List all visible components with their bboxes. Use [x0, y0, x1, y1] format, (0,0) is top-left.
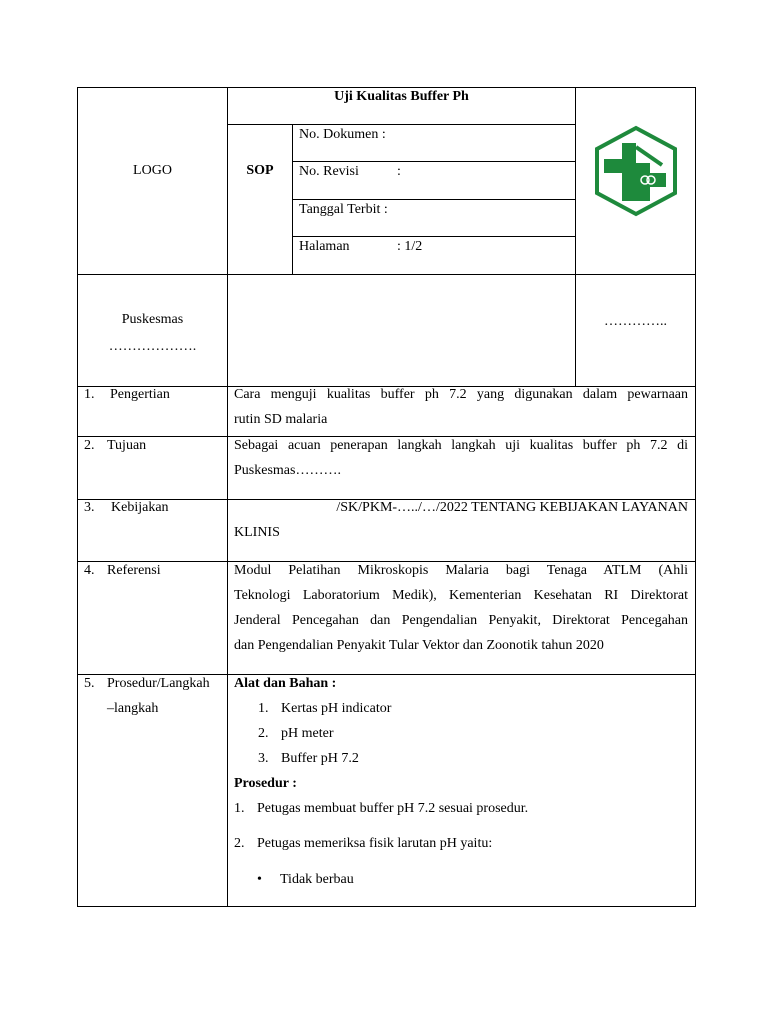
section-label-prosedur: [84, 675, 210, 693]
section-label-tujuan: [84, 437, 147, 455]
tool-num: 3.: [258, 751, 269, 766]
section-num: 3.: [84, 500, 95, 515]
document-title: Uji Kualitas Buffer Ph: [334, 89, 469, 104]
section-content-kebijakan: [234, 495, 688, 545]
text-line: rutin SD malaria: [234, 412, 328, 427]
section-label: Tujuan: [107, 438, 147, 453]
section-label: Prosedur/Langkah: [107, 676, 210, 691]
text-line: /SK/PKM-…../…/2022 TENTANG KEBIJAKAN LAYANAN: [336, 500, 688, 515]
section-label: Kebijakan: [111, 500, 169, 515]
section-label-prosedur-line2: –langkah: [107, 701, 159, 716]
procedure-heading: Prosedur :: [234, 776, 297, 791]
section-label: Pengertian: [110, 387, 170, 402]
field-label: No. Dokumen :: [299, 127, 386, 142]
section-content-referensi: [234, 558, 688, 658]
step-num: 1.: [234, 801, 245, 816]
section-label-referensi: [84, 562, 161, 580]
text-line: Cara menguji kualitas buffer ph 7.2 yang digunakan dalam pewarnaan: [234, 387, 688, 402]
section-num: 4.: [84, 563, 95, 578]
section-num: 2.: [84, 438, 95, 453]
section-label: Referensi: [107, 563, 161, 578]
section-label-pengertian: [84, 386, 170, 404]
section-num: 5.: [84, 676, 95, 691]
tool-item: [258, 750, 359, 768]
table-border-left: [77, 87, 78, 907]
step-text: Petugas memeriksa fisik larutan pH yaitu:: [257, 836, 493, 851]
tool-item: [258, 700, 392, 718]
field-label: Halaman: [299, 239, 350, 254]
tool-text: pH meter: [281, 726, 334, 741]
text-line: Puskesmas……….: [234, 463, 341, 478]
tool-item: [258, 725, 334, 743]
puskesmas-dots: ……………….: [108, 339, 197, 354]
section-label-kebijakan: [84, 499, 169, 517]
text-line: dan Pengendalian Penyakit Tular Vektor dan Zoonotik tahun 2020: [234, 638, 604, 653]
bullet-text: Tidak berbau: [280, 872, 354, 887]
column-divider: [227, 87, 228, 907]
section-content-tujuan: [234, 433, 688, 483]
logo-placeholder: LOGO: [133, 163, 172, 178]
sop-label: SOP: [246, 163, 274, 178]
table-border-right: [695, 87, 696, 907]
bullet-icon: •: [257, 872, 262, 887]
text-line: Sebagai acuan penerapan langkah langkah uji kualitas buffer ph 7.2 di: [234, 438, 688, 453]
bullet-item: [257, 871, 354, 889]
text-line: Jenderal Pencegahan dan Pengendalian Penyakit, Direktorat Pencegahan: [234, 613, 688, 628]
step-text: Petugas membuat buffer pH 7.2 sesuai prosedur.: [257, 801, 529, 816]
field-value: :: [397, 164, 401, 179]
field-revisi: [299, 163, 401, 181]
text-line: Teknologi Laboratorium Medik), Kementerian Kesehatan RI Direktorat: [234, 588, 688, 603]
signature-dots: …………..: [604, 314, 667, 329]
step-num: 2.: [234, 836, 245, 851]
text-line: Modul Pelatihan Mikroskopis Malaria bagi Tenaga ATLM (Ahli: [234, 563, 688, 578]
text-line: KLINIS: [234, 525, 280, 540]
procedure-step: [234, 835, 493, 853]
table-border-bottom: [77, 906, 696, 907]
tool-num: 1.: [258, 701, 269, 716]
field-label: Tanggal Terbit :: [299, 202, 388, 217]
puskesmas-logo-icon: [592, 125, 680, 217]
tool-text: Buffer pH 7.2: [281, 751, 359, 766]
tool-text: Kertas pH indicator: [281, 701, 392, 716]
field-halaman: [299, 238, 423, 256]
field-value: : 1/2: [397, 239, 423, 254]
field-tanggal-terbit: [299, 201, 388, 219]
field-line-2: [292, 199, 576, 200]
field-dokumen: [299, 126, 386, 144]
section-num: 1.: [84, 387, 95, 402]
section-content-pengertian: [234, 382, 688, 432]
puskesmas-label: Puskesmas: [121, 312, 184, 327]
tool-num: 2.: [258, 726, 269, 741]
procedure-step: [234, 800, 529, 818]
title-row-line: [227, 124, 576, 125]
field-line-3: [292, 236, 576, 237]
header-row-line: [77, 274, 696, 275]
field-label: No. Revisi: [299, 164, 359, 179]
tools-heading: Alat dan Bahan :: [234, 676, 337, 691]
field-line-1: [292, 161, 576, 162]
